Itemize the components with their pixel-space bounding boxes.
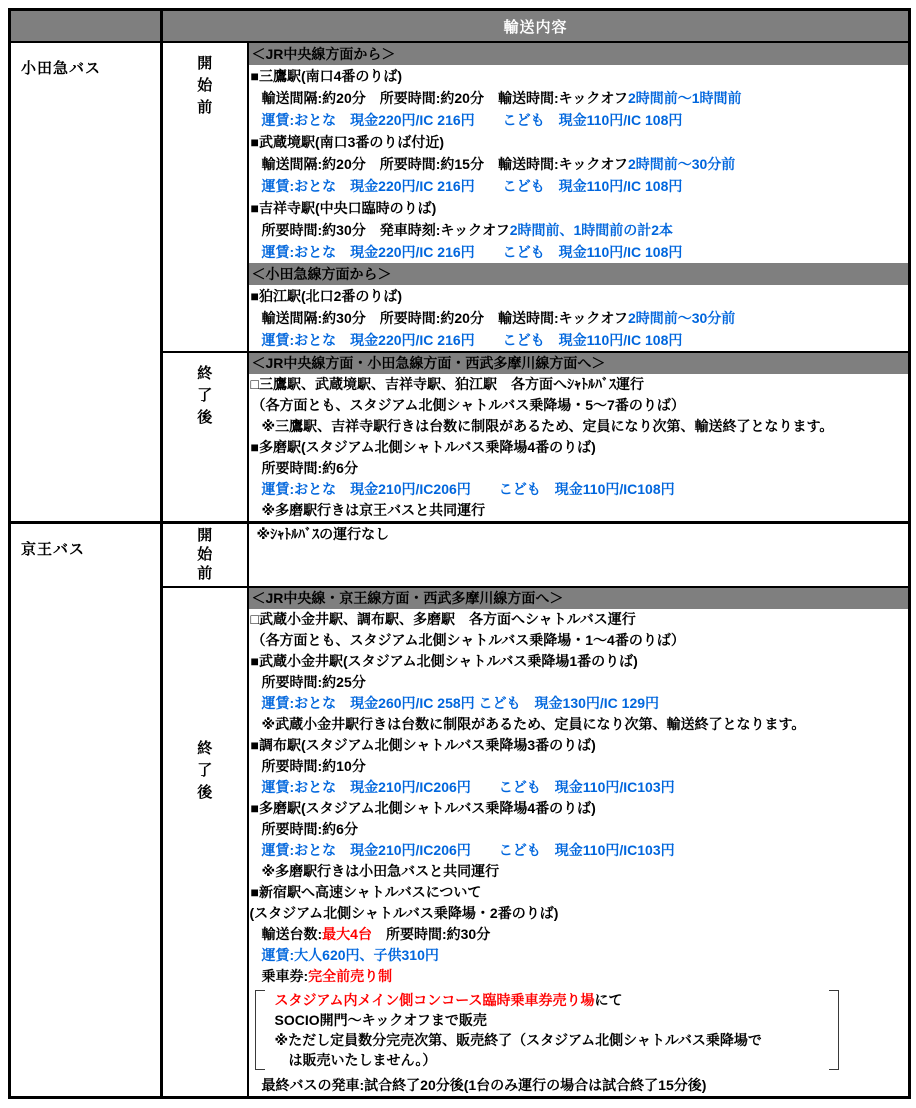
text-segment: 所要時間:約25分 [261, 673, 366, 690]
bracket-line [255, 1050, 839, 1070]
content-line [249, 693, 909, 714]
text-segment: は販売いたしません。） [288, 1051, 437, 1068]
content-keio-before [248, 523, 910, 587]
section-header-bar [249, 588, 909, 609]
bracket-line [255, 990, 839, 1010]
content-line [249, 840, 909, 861]
content-line [249, 479, 909, 500]
text-segment: 所要時間:約30分 発車時刻:キックオフ [261, 222, 510, 238]
text-segment: ＜JR中央線方面から＞ [251, 46, 396, 62]
content-line [249, 87, 909, 109]
text-segment: ■三鷹駅(南口4番のりば) [250, 68, 403, 84]
phase-label-char: 開 [197, 527, 213, 545]
text-segment: 完全前売り制 [308, 967, 393, 984]
company-name-odakyu: 小田急バス [21, 60, 102, 77]
content-line [249, 197, 909, 219]
content-line [249, 437, 909, 458]
text-segment: ■新宿駅へ高速シャトルバスについて [250, 883, 482, 900]
content-line [249, 1075, 909, 1096]
text-segment: 運賃:おとな 現金220円/IC 216円 こども 現金110円/IC 108円 [261, 244, 683, 260]
text-segment: ※多磨駅行きは京王バスと共同運行 [261, 502, 486, 518]
text-segment: 所要時間:約30分 [371, 925, 491, 942]
content-line [249, 395, 909, 416]
content-line [249, 500, 909, 521]
content-line [249, 714, 909, 735]
transport-table [8, 8, 911, 1099]
text-segment: ※ｼｬﾄﾙﾊﾞｽの運行なし [256, 526, 390, 542]
phase-label-char: 開 [197, 55, 213, 72]
bracket-right [829, 990, 839, 1070]
text-segment: 運賃:おとな 現金220円/IC 216円 こども 現金110円/IC 108円 [261, 112, 683, 128]
text-segment: 輸送間隔:約20分 所要時間:約15分 輸送時間:キックオフ [261, 156, 628, 172]
text-segment: にて [594, 991, 623, 1008]
company-name-keio: 京王バス [21, 541, 86, 558]
content-line [249, 777, 909, 798]
phase-label-char: 後 [197, 783, 213, 801]
text-segment: 輸送間隔:約30分 所要時間:約20分 輸送時間:キックオフ [261, 310, 628, 326]
content-line [249, 651, 909, 672]
text-segment: 2時間前～1時間前 [627, 90, 742, 106]
content-line [249, 219, 909, 241]
content-line [249, 945, 909, 966]
phase-cell-keio-after [162, 587, 248, 1098]
text-segment: (スタジアム北側シャトルバス乗降場・2番のりば) [249, 904, 559, 921]
content-odakyu-before [248, 42, 910, 352]
text-segment: SOCIO開門～キックオフまで販売 [274, 1011, 487, 1028]
text-segment: ※三鷹駅、吉祥寺駅行きは台数に制限があるため、定員になり次第、輸送終了となります。 [261, 418, 834, 434]
header-title-cell [162, 10, 910, 43]
content-line [249, 329, 909, 351]
text-segment: 運賃:大人620円、子供310円 [261, 946, 439, 963]
text-segment: （各方面とも、スタジアム北側シャトルバス乗降場・5～7番のりば） [251, 397, 685, 413]
text-segment: 乗車券: [261, 967, 309, 984]
section-header-bar [249, 263, 909, 285]
text-segment: 運賃:おとな 現金210円/IC206円 こども 現金110円/IC108円 [261, 481, 675, 497]
content-line [249, 903, 909, 924]
content-line [249, 374, 909, 395]
phase-label-char: 後 [197, 409, 213, 426]
text-segment: 所要時間:約6分 [261, 460, 358, 476]
text-segment: ＜小田急線方面から＞ [251, 266, 392, 282]
phase-cell-odakyu-after [162, 352, 248, 523]
content-line [249, 458, 909, 479]
text-segment: ■多磨駅(スタジアム北側シャトルバス乗降場4番のりば) [250, 799, 596, 816]
content-line [249, 861, 909, 882]
text-segment: 2時間前、1時間前の計2本 [509, 222, 674, 238]
text-segment: （各方面とも、スタジアム北側シャトルバス乗降場・1～4番のりば） [251, 631, 685, 648]
table-row [10, 42, 910, 352]
text-segment: ■吉祥寺駅(中央口臨時のりば) [250, 200, 437, 216]
content-line [249, 630, 909, 651]
content-line [249, 109, 909, 131]
content-line [249, 285, 909, 307]
phase-label-char: 始 [197, 546, 213, 564]
content-line [249, 735, 909, 756]
text-segment: 最大4台 [322, 925, 372, 942]
text-segment: □三鷹駅、武蔵境駅、吉祥寺駅、狛江駅 各方面へｼｬﾄﾙﾊﾞｽ運行 [250, 376, 644, 392]
content-line [249, 924, 909, 945]
text-segment: ＜JR中央線・京王線方面・西武多摩川線方面へ＞ [251, 589, 564, 606]
transport-info-document [8, 8, 911, 1099]
text-segment: ※武蔵小金井駅行きは台数に制限があるため、定員になり次第、輸送終了となります。 [261, 715, 806, 732]
text-segment: ■狛江駅(北口2番のりば) [250, 288, 403, 304]
phase-label-char: 終 [197, 739, 213, 757]
text-segment: 運賃:おとな 現金210円/IC206円 こども 現金110円/IC103円 [261, 841, 675, 858]
content-line [249, 672, 909, 693]
text-segment: ■武蔵境駅(南口3番のりば付近) [250, 134, 445, 150]
ticket-note-bracket [255, 990, 839, 1070]
text-segment: ※ただし定員数分完売次第、販売終了（スタジアム北側シャトルバス乗降場で [274, 1031, 762, 1048]
phase-label-char: 終 [197, 365, 213, 382]
text-segment: 輸送間隔:約20分 所要時間:約20分 輸送時間:キックオフ [261, 90, 628, 106]
content-line [249, 153, 909, 175]
text-segment: 最終バスの発車:試合終了20分後(1台のみ運行の場合は試合終了15分後) [261, 1076, 707, 1093]
text-segment: 運賃:おとな 現金210円/IC206円 こども 現金110円/IC103円 [261, 778, 675, 795]
phase-label-char: 了 [197, 761, 213, 779]
content-line [249, 416, 909, 437]
content-line [249, 175, 909, 197]
phase-label-char: 前 [197, 99, 213, 116]
text-segment: 所要時間:約6分 [261, 820, 358, 837]
section-header-bar [249, 353, 909, 374]
bracket-line [255, 1030, 839, 1050]
phase-label-char: 了 [197, 387, 213, 404]
phase-cell-keio-before [162, 523, 248, 587]
text-segment: 輸送台数: [261, 925, 323, 942]
bracket-left [255, 990, 265, 1070]
table-row [10, 523, 910, 587]
page-title: 輸送内容 [503, 18, 568, 36]
company-cell-odakyu [10, 42, 162, 523]
company-cell-keio [10, 523, 162, 1098]
phase-cell-odakyu-before [162, 42, 248, 352]
section-header-bar [249, 43, 909, 65]
text-segment: 所要時間:約10分 [261, 757, 366, 774]
content-line [249, 798, 909, 819]
content-line [249, 241, 909, 263]
content-line [249, 756, 909, 777]
content-odakyu-after [248, 352, 910, 523]
text-segment: スタジアム内メイン側コンコース臨時乗車券売り場 [274, 991, 595, 1008]
content-line [249, 966, 909, 987]
text-segment: ※多磨駅行きは小田急バスと共同運行 [261, 862, 500, 879]
content-line [249, 307, 909, 329]
content-line [249, 65, 909, 87]
text-segment: 2時間前～30分前 [627, 310, 736, 326]
content-line [249, 131, 909, 153]
keio-before-note-wrap [249, 524, 909, 545]
text-segment: ■調布駅(スタジアム北側シャトルバス乗降場3番のりば) [250, 736, 596, 753]
content-line [249, 609, 909, 630]
bracket-line [255, 1010, 839, 1030]
content-line [249, 819, 909, 840]
header-empty-cell [10, 10, 162, 43]
text-segment: 運賃:おとな 現金220円/IC 216円 こども 現金110円/IC 108円 [261, 332, 683, 348]
text-segment: ■武蔵小金井駅(スタジアム北側シャトルバス乗降場1番のりば) [250, 652, 638, 669]
table-header-row [10, 10, 910, 43]
text-segment: 運賃:おとな 現金260円/IC 258円 こども 現金130円/IC 129円 [261, 694, 660, 711]
phase-label-char: 始 [197, 77, 213, 94]
text-segment: □武蔵小金井駅、調布駅、多磨駅 各方面へシャトルバス運行 [250, 610, 636, 627]
content-keio-after [248, 587, 910, 1098]
text-segment: 2時間前～30分前 [627, 156, 736, 172]
content-line [254, 524, 390, 545]
text-segment: 運賃:おとな 現金220円/IC 216円 こども 現金110円/IC 108円 [261, 178, 683, 194]
content-line [249, 882, 909, 903]
phase-label-char: 前 [197, 565, 213, 583]
text-segment: ＜JR中央線方面・小田急線方面・西武多摩川線方面へ＞ [251, 355, 606, 371]
text-segment: ■多磨駅(スタジアム北側シャトルバス乗降場4番のりば) [250, 439, 596, 455]
